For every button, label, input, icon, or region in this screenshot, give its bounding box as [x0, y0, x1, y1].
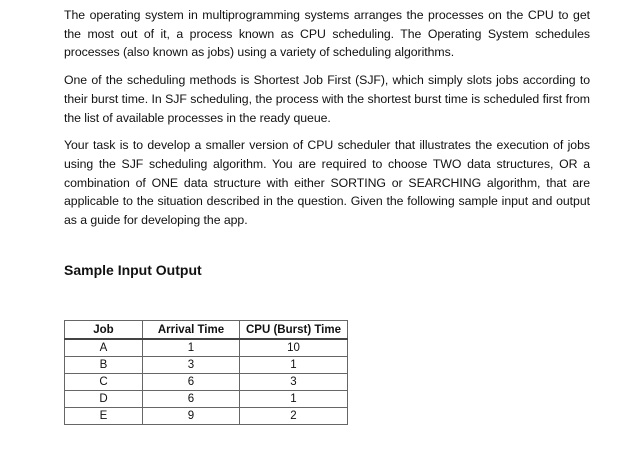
table-row [65, 339, 348, 357]
cell-burst: 10 [240, 339, 348, 357]
cell-arrival: 6 [143, 374, 240, 391]
table-row [65, 374, 348, 391]
cell-job: A [65, 339, 143, 357]
header-burst-time: CPU (Burst) Time [240, 321, 348, 340]
header-arrival-time: Arrival Time [143, 321, 240, 340]
cell-job: B [65, 357, 143, 374]
cell-burst: 2 [240, 408, 348, 425]
cell-burst: 3 [240, 374, 348, 391]
cell-burst: 1 [240, 391, 348, 408]
table-header-row [65, 321, 348, 340]
table-row [65, 391, 348, 408]
cell-job: E [65, 408, 143, 425]
section-heading: Sample Input Output [64, 262, 202, 278]
table-row [65, 408, 348, 425]
cell-burst: 1 [240, 357, 348, 374]
paragraph-cpu-scheduling: The operating system in multiprogramming systems arranges the processes on the CPU to get the most out of it, a process known as CPU scheduling. The Operating System schedules processes (also known as jobs) using a variety of scheduling algorithms. [64, 8, 590, 60]
cell-job: C [65, 374, 143, 391]
paragraph-sjf: One of the scheduling methods is Shortest Job First (SJF), which simply slots jobs according to their burst time. In SJF scheduling, the process with the shortest burst time is scheduled first from the list of available processes in the ready queue. [64, 73, 590, 125]
cell-arrival: 9 [143, 408, 240, 425]
jobs-table [64, 320, 348, 425]
cell-arrival: 3 [143, 357, 240, 374]
table-row [65, 357, 348, 374]
cell-arrival: 6 [143, 391, 240, 408]
paragraph-task: Your task is to develop a smaller version of CPU scheduler that illustrates the execution of jobs using the SJF scheduling algorithm. You are required to choose TWO data structures, OR a combination of ONE data structure with either SORTING or SEARCHING algorithm, that are applicable to the situation described in the question. Given the following sample input and output as a guide for developing the app. [64, 138, 590, 228]
header-job: Job [65, 321, 143, 340]
cell-arrival: 1 [143, 339, 240, 357]
document-body [64, 6, 590, 239]
cell-job: D [65, 391, 143, 408]
